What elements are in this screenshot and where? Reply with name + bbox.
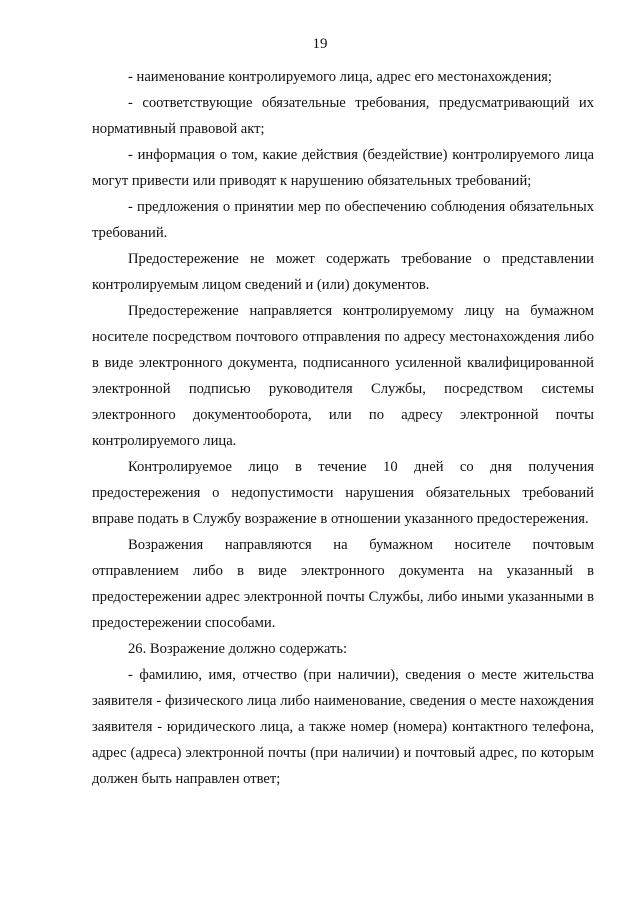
- paragraph-item-actions-info: - информация о том, какие действия (бездействие) контролируемого лица могут привести или приводят к нарушению обязательных требований;: [92, 147, 594, 189]
- paragraph-objection-contents: - фамилию, имя, отчество (при наличии), сведения о месте жительства заявителя - физического лица либо наименование, сведения о месте нахождения заявителя - юридического лица, а также номер (номера) контактного телефона, адрес (адреса) электронной почты (при наличии) и почтовый адрес, по которым должен быть направлен ответ;: [92, 667, 594, 787]
- paragraph-item-name-address: - наименование контролируемого лица, адрес его местонахождения;: [128, 69, 552, 85]
- paragraph-item-proposals: - предложения о принятии мер по обеспечению соблюдения обязательных требований.: [92, 199, 594, 241]
- paragraph-warning-delivery: Предостережение направляется контролируемому лицу на бумажном носителе посредством почтового отправления по адресу местонахождения либо в виде электронного документа, подписанного усиленной квалифицированной электронной подписью руководителя Службы, посредством системы электронного документооборота, или по адресу электронной почты контролируемого лица.: [92, 303, 594, 449]
- paragraph-warning-no-demand: Предостережение не может содержать требование о представлении контролируемым лицом сведений и (или) документов.: [92, 251, 594, 293]
- paragraph-objection-sending: Возражения направляются на бумажном носителе почтовым отправлением либо в виде электронного документа на указанный в предостережении адрес электронной почты Службы, либо иными указанными в предостережении способами.: [92, 537, 594, 631]
- paragraph-item-requirements: - соответствующие обязательные требования, предусматривающий их нормативный правовой акт;: [92, 95, 594, 137]
- paragraph-objection-right: Контролируемое лицо в течение 10 дней со дня получения предостережения о недопустимости нарушения обязательных требований вправе подать в Службу возражение в отношении указанного предостережения.: [92, 459, 594, 527]
- paragraph-section-26-heading: 26. Возражение должно содержать:: [128, 641, 348, 657]
- document-body: [92, 64, 594, 792]
- page-number: 19: [312, 36, 328, 52]
